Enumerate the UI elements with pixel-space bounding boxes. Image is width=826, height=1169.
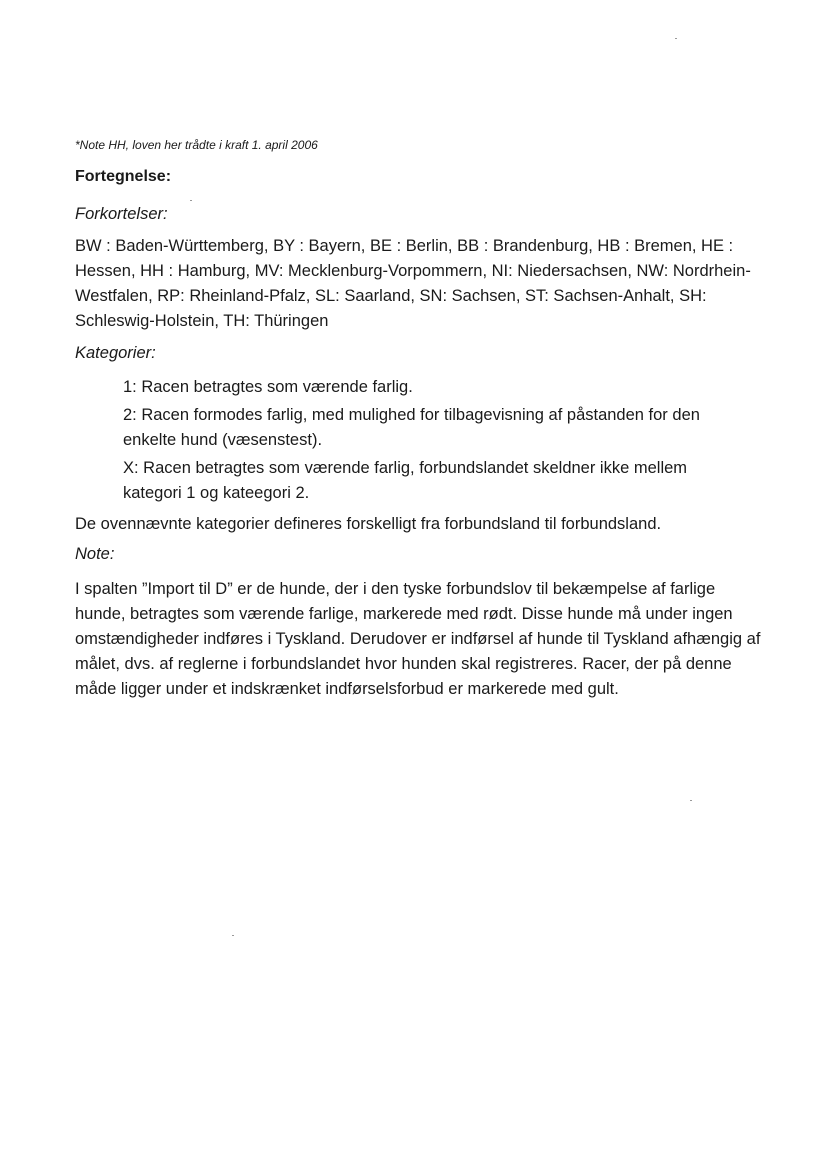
scan-speck [675,38,677,39]
index-heading: Fortegnelse: [75,168,172,185]
abbreviations-title: Forkortelser: [75,205,168,223]
category-item-2: 2: Racen formodes farlig, med mulighed for tilbagevisning af påstanden for den enkelte hund (væsenstest). [123,406,700,449]
category-item-x: X: Racen betragtes som værende farlig, forbundslandet skeldner ikke mellem kategori 1 og kateegori 2. [123,459,688,502]
scan-speck [232,935,234,936]
categories-title: Kategorier: [75,344,156,362]
categories-definition-text: De ovennævnte kategorier defineres forskelligt fra forbundsland til forbundsland. [75,515,662,533]
category-item-1: 1: Racen betragtes som værende farlig. [123,378,413,396]
scan-speck [190,200,192,201]
abbreviations-text: BW : Baden-Württemberg, BY : Bayern, BE : Berlin, BB : Brandenburg, HB : Bremen, HE : Hessen, HH : Hamburg, MV: Mecklenburg-Vorpommern, NI: Niedersachsen, NW: Nordrhein-Westfalen, RP: Rheinland-Pfalz, SL: Saarland, SN: Sachsen, ST: Sachsen-Anhalt, SH: Schleswig-Holstein, TH: Thüringen [75,237,751,330]
note-title: Note: [75,545,115,563]
note-text: I spalten ”Import til D” er de hunde, der i den tyske forbundslov til bekæmpelse af farlige hunde, betragtes som værende farlige, markerede med rødt. Disse hunde må under ingen omstændigheder indføres i Tyskland. Derudover er indførsel af hunde til Tyskland afhængig af målet, dvs. af reglerne i forbundslandet hvor hunden skal registreres. Racer, der på denne måde ligger under et indskrænket indførselsforbud er markerede med gult. [75,580,761,698]
scan-speck [690,800,692,801]
effective-date-note: *Note HH, loven her trådte i kraft 1. april 2006 [75,138,318,152]
